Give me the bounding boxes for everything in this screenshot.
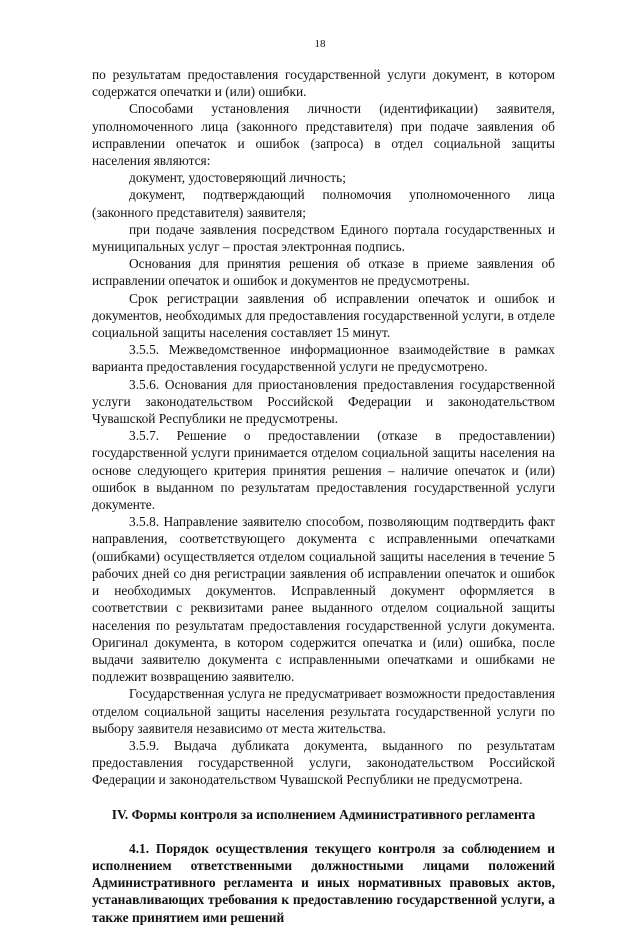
paragraph-10: 3.5.7. Решение о предоставлении (отказе в предоставлении) государственной услуги принимается отделом социальной защиты населения на основе следующего критерия принятия решения – наличие опечаток и (или) ошибок в выданном по результатам предоставления государственной услуги документе. [92, 428, 555, 513]
paragraph-11: 3.5.8. Направление заявителю способом, позволяющим подтвердить факт направления, соответствующего документа с исправленными опечатками (ошибками) осуществляется отделом социальной защиты населения в течение 5 рабочих дней со дня регистрации заявления об исправлении опечаток и ошибок и необходимых документов. Исправленный документ оформляется в соответствии с реквизитами ранее выданного отделом социальной защиты населения по результатам предоставления государственной услуги документа. Оригинал документа, в котором содержится опечатка и (или) ошибка, после выдачи заявителю документа с исправленными опечатками и ошибками не подлежит возвращению заявителю. [92, 514, 555, 685]
paragraph-2: Способами установления личности (идентификации) заявителя, уполномоченного лица (законного представителя) при подаче заявления об исправлении опечаток и ошибок (запроса) в отдел социальной защиты населения являются: [92, 101, 555, 169]
paragraph-3: документ, удостоверяющий личность; [129, 170, 346, 186]
paragraph-12: Государственная услуга не предусматривает возможности предоставления отделом социальной защиты населения результата государственной услуги по выбору заявителя независимо от места жительства. [92, 686, 555, 736]
page-number: 18 [314, 38, 326, 50]
subsection-title: 4.1. Порядок осуществления текущего контроля за соблюдением и исполнением ответственными должностными лицами положений Административного регламента и иных нормативных правовых актов, устанавливающих требования к предоставлению государственной услуги, а также принятием ими решений [92, 840, 555, 925]
paragraph-4: документ, подтверждающий полномочия уполномоченного лица (законного представителя) заявителя; [92, 187, 555, 220]
paragraph-5: при подаче заявления посредством Единого портала государственных и муниципальных услуг – простая электронная подпись. [92, 221, 555, 255]
paragraph-9: 3.5.6. Основания для приостановления предоставления государственной услуги законодательством Российской Федерации и законодательством Чувашской Республики не предусмотрены. [92, 376, 555, 427]
paragraph-13: 3.5.9. Выдача дубликата документа, выданного по результатам предоставления государственной услуги, законодательством Российской Федерации и законодательством Чувашской Республики не предусмотрена. [92, 737, 555, 788]
document-body [92, 66, 555, 926]
section-title: IV. Формы контроля за исполнением Административного регламента [111, 806, 536, 822]
paragraph-6: Основания для принятия решения об отказе в приеме заявления об исправлении опечаток и ошибок и документов не предусмотрены. [92, 256, 555, 289]
paragraph-7: Срок регистрации заявления об исправлении опечаток и ошибок и документов, необходимых для предоставления государственной услуги, в отделе социальной защиты населения составляет 15 минут. [92, 290, 555, 341]
paragraph-1: по результатам предоставления государственной услуги документ, в котором содержатся опечатки и (или) ошибки. [92, 67, 555, 100]
paragraph-8: 3.5.5. Межведомственное информационное взаимодействие в рамках варианта предоставления государственной услуги не предусмотрено. [92, 342, 555, 375]
